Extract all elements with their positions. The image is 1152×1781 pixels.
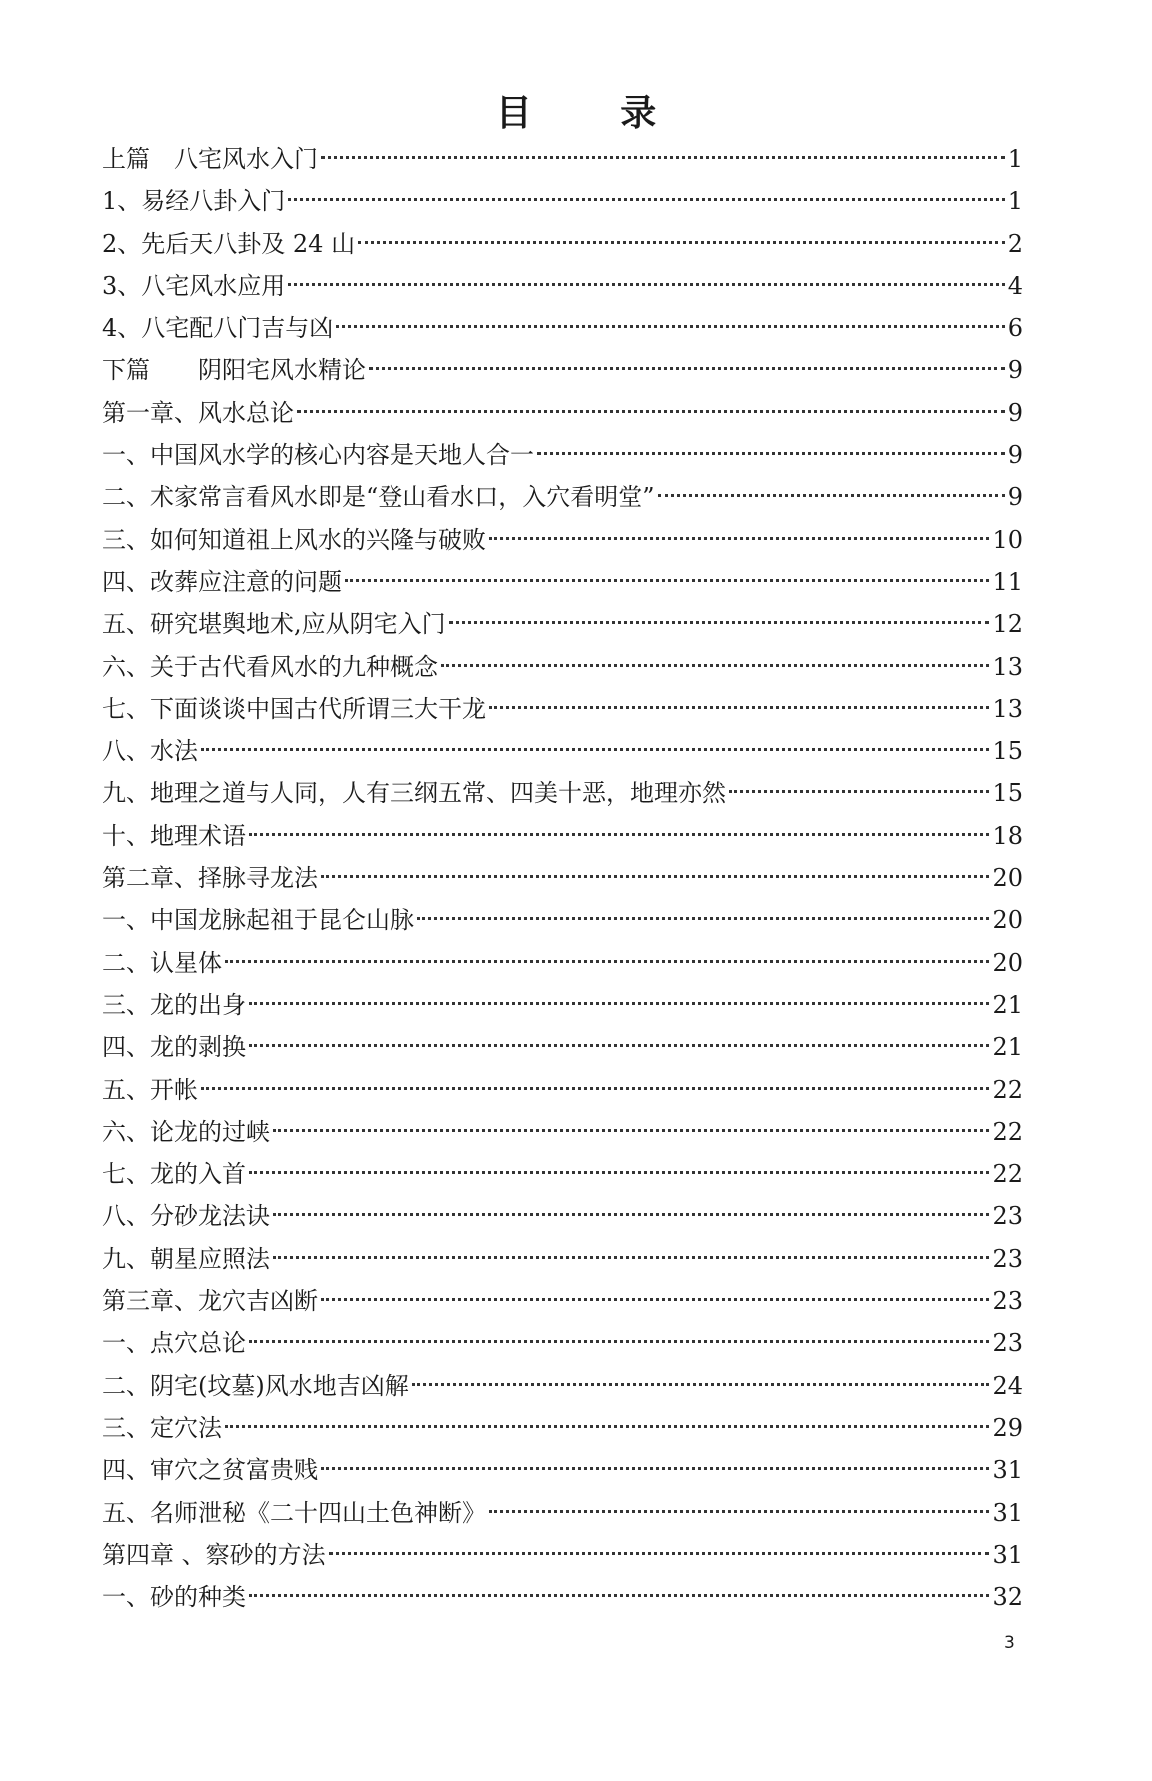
toc-entry-page: 22 xyxy=(992,1117,1023,1146)
toc-entry-page: 31 xyxy=(992,1540,1023,1569)
toc-entry-title: 三、龙的出身 xyxy=(102,990,246,1019)
dot-leader xyxy=(321,1467,989,1470)
toc-entry-page: 22 xyxy=(992,1160,1023,1189)
toc-entry xyxy=(102,180,1023,222)
toc-entry xyxy=(102,1069,1023,1111)
dot-leader xyxy=(489,537,989,540)
toc-entry-title: 八、分砂龙法诀 xyxy=(102,1202,270,1231)
dot-leader xyxy=(225,1425,989,1428)
toc-entry-title: 四、龙的剥换 xyxy=(102,1033,246,1062)
dot-leader xyxy=(273,1213,989,1216)
toc-entry-page: 23 xyxy=(992,1202,1023,1231)
toc-entry-page: 23 xyxy=(992,1329,1023,1358)
toc-entry-page: 15 xyxy=(992,737,1023,766)
dot-leader xyxy=(249,1594,989,1597)
toc-entry-title: 第四章 、察砂的方法 xyxy=(102,1540,326,1569)
toc-entry-title: 一、砂的种类 xyxy=(102,1583,246,1612)
toc-entry xyxy=(102,1153,1023,1195)
dot-leader xyxy=(489,1510,989,1513)
toc-entry xyxy=(102,688,1023,730)
toc-entry xyxy=(102,942,1023,984)
toc-entry-title: 三、如何知道祖上风水的兴隆与破败 xyxy=(102,525,486,554)
toc-entry-title: 九、地理之道与人同，人有三纲五常、四美十恶，地理亦然 xyxy=(102,779,726,808)
dot-leader xyxy=(441,664,989,667)
toc-entry-title: 1、易经八卦入门 xyxy=(102,187,286,216)
toc-entry-title: 第一章、风水总论 xyxy=(102,398,294,427)
toc-entry-page: 24 xyxy=(992,1371,1023,1400)
dot-leader xyxy=(288,198,1004,201)
dot-leader xyxy=(288,283,1004,286)
page-title: 目 录 xyxy=(495,93,695,134)
dot-leader xyxy=(345,579,989,582)
toc-entry xyxy=(102,899,1023,941)
toc-entry-page: 2 xyxy=(1007,229,1023,258)
toc-entry xyxy=(102,646,1023,688)
toc-entry-page: 13 xyxy=(992,652,1023,681)
toc-entry-page: 4 xyxy=(1007,271,1023,300)
toc-entry-title: 二、术家常言看风水即是“登山看水口，入穴看明堂” xyxy=(102,483,655,512)
toc-entry-page: 18 xyxy=(992,821,1023,850)
toc-entry-title: 八、水法 xyxy=(102,737,198,766)
toc-entry xyxy=(102,1111,1023,1153)
toc-entry-title: 二、认星体 xyxy=(102,948,222,977)
toc-entry-title: 七、龙的入首 xyxy=(102,1160,246,1189)
toc-entry xyxy=(102,265,1023,307)
toc-entry xyxy=(102,434,1023,476)
page-number: 3 xyxy=(1004,1633,1015,1653)
toc-entry-title: 五、开帐 xyxy=(102,1075,198,1104)
toc-entry-page: 21 xyxy=(992,990,1023,1019)
toc-entry xyxy=(102,1407,1023,1449)
toc-entry xyxy=(102,1238,1023,1280)
toc-entry-title: 一、中国风水学的核心内容是天地人合一 xyxy=(102,441,534,470)
toc-entry-page: 31 xyxy=(992,1498,1023,1527)
toc-entry xyxy=(102,1195,1023,1237)
toc-entry-page: 11 xyxy=(992,567,1023,596)
dot-leader xyxy=(369,367,1005,370)
dot-leader xyxy=(336,325,1004,328)
toc-entry-page: 9 xyxy=(1007,483,1023,512)
toc-entry-page: 23 xyxy=(992,1244,1023,1273)
toc-entry xyxy=(102,223,1023,265)
toc-entry-page: 29 xyxy=(992,1413,1023,1442)
toc-entry-page: 22 xyxy=(992,1075,1023,1104)
toc-entry-page: 12 xyxy=(992,610,1023,639)
toc-entry xyxy=(102,603,1023,645)
toc-entry-page: 20 xyxy=(992,906,1023,935)
toc-entry-page: 32 xyxy=(992,1583,1023,1612)
toc-entry-title: 六、关于古代看风水的九种概念 xyxy=(102,652,438,681)
toc-entry xyxy=(102,1576,1023,1618)
toc-entry-page: 9 xyxy=(1007,356,1023,385)
toc-entry xyxy=(102,1280,1023,1322)
toc-entry xyxy=(102,1026,1023,1068)
toc-entry-title: 五、名师泄秘《二十四山土色神断》 xyxy=(102,1498,486,1527)
toc-entry xyxy=(102,772,1023,814)
dot-leader xyxy=(412,1383,990,1386)
toc-entry xyxy=(102,1322,1023,1364)
toc-entry xyxy=(102,1365,1023,1407)
dot-leader xyxy=(358,241,1005,244)
dot-leader xyxy=(537,452,1005,455)
dot-leader xyxy=(489,706,989,709)
toc-entry-page: 6 xyxy=(1007,314,1023,343)
dot-leader xyxy=(201,748,989,751)
toc-entry-title: 七、下面谈谈中国古代所谓三大干龙 xyxy=(102,694,486,723)
toc-entry xyxy=(102,730,1023,772)
toc-entry-title: 第三章、龙穴吉凶断 xyxy=(102,1287,318,1316)
toc-entry xyxy=(102,857,1023,899)
dot-leader xyxy=(273,1129,989,1132)
dot-leader xyxy=(329,1552,990,1555)
toc-entry-title: 2、先后天八卦及 24 山 xyxy=(102,229,356,258)
dot-leader xyxy=(449,621,990,624)
toc-entry-title: 一、点穴总论 xyxy=(102,1329,246,1358)
dot-leader xyxy=(729,790,989,793)
toc-entry-title: 上篇 八宅风水入门 xyxy=(102,145,318,173)
dot-leader xyxy=(225,960,989,963)
toc-entry-page: 1 xyxy=(1007,187,1023,216)
toc-entry-title: 九、朝星应照法 xyxy=(102,1244,270,1273)
dot-leader xyxy=(249,1340,989,1343)
dot-leader xyxy=(321,156,1005,159)
toc-entry-page: 20 xyxy=(992,864,1023,893)
dot-leader xyxy=(201,1087,989,1090)
toc-entry xyxy=(102,815,1023,857)
toc-entry-title: 四、改葬应注意的问题 xyxy=(102,567,342,596)
toc-entry-page: 15 xyxy=(992,779,1023,808)
toc-entry-page: 31 xyxy=(992,1456,1023,1485)
dot-leader xyxy=(249,1044,989,1047)
toc-entry-page: 1 xyxy=(1007,145,1023,173)
toc-entry-page: 23 xyxy=(992,1287,1023,1316)
toc-entry-title: 六、论龙的过峡 xyxy=(102,1117,270,1146)
toc-entry xyxy=(102,1449,1023,1491)
toc-entry-page: 10 xyxy=(992,525,1023,554)
dot-leader xyxy=(249,833,989,836)
toc-entry xyxy=(102,1492,1023,1534)
table-of-contents xyxy=(102,138,1023,1618)
dot-leader xyxy=(297,410,1005,413)
toc-entry xyxy=(102,1534,1023,1576)
toc-entry xyxy=(102,138,1023,180)
toc-entry xyxy=(102,392,1023,434)
toc-entry-title: 五、研究堪舆地术,应从阴宅入门 xyxy=(102,610,446,639)
dot-leader xyxy=(417,917,989,920)
toc-entry-page: 13 xyxy=(992,694,1023,723)
dot-leader xyxy=(321,875,989,878)
dot-leader xyxy=(273,1256,989,1259)
toc-entry-title: 三、定穴法 xyxy=(102,1413,222,1442)
toc-entry xyxy=(102,984,1023,1026)
toc-entry-title: 第二章、择脉寻龙法 xyxy=(102,864,318,893)
toc-entry xyxy=(102,307,1023,349)
toc-entry-page: 20 xyxy=(992,948,1023,977)
dot-leader xyxy=(249,1171,989,1174)
toc-entry xyxy=(102,561,1023,603)
toc-entry-title: 4、八宅配八门吉与凶 xyxy=(102,314,334,343)
toc-entry-title: 四、审穴之贫富贵贱 xyxy=(102,1456,318,1485)
toc-entry xyxy=(102,519,1023,561)
dot-leader xyxy=(321,1298,989,1301)
dot-leader xyxy=(658,494,1005,497)
dot-leader xyxy=(249,1002,989,1005)
toc-entry-title: 下篇 阴阳宅风水精论 xyxy=(102,356,366,385)
toc-entry-title: 十、地理术语 xyxy=(102,821,246,850)
toc-entry xyxy=(102,476,1023,518)
toc-entry xyxy=(102,349,1023,391)
toc-entry-page: 21 xyxy=(992,1033,1023,1062)
toc-entry-page: 9 xyxy=(1007,441,1023,470)
toc-entry-title: 二、阴宅(坟墓)风水地吉凶解 xyxy=(102,1371,409,1400)
toc-entry-page: 9 xyxy=(1007,398,1023,427)
toc-entry-title: 一、中国龙脉起祖于昆仑山脉 xyxy=(102,906,414,935)
toc-entry-title: 3、八宅风水应用 xyxy=(102,271,286,300)
